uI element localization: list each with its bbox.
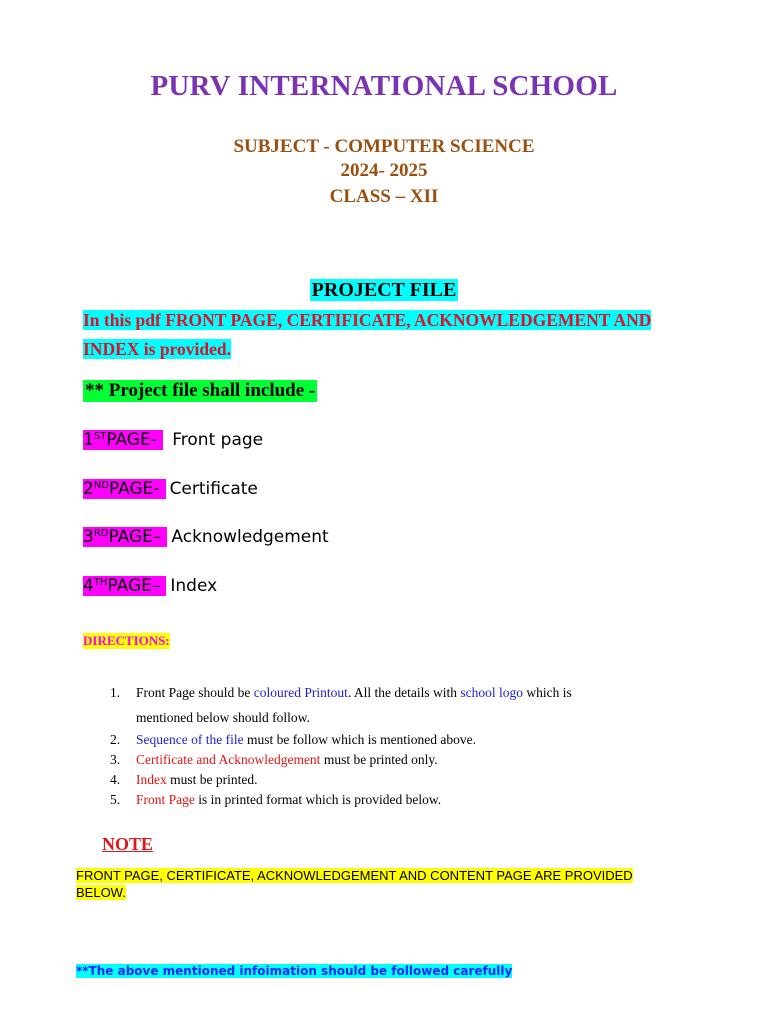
academic-year: 2024- 2025 <box>340 160 428 181</box>
page-tag: 1STPAGE- <box>83 430 163 450</box>
directions-heading: DIRECTIONS: <box>83 633 170 648</box>
note-line-1: FRONT PAGE, CERTIFICATE, ACKNOWLEDGEMENT AND CONTENT PAGE ARE PROVIDED <box>76 868 633 883</box>
page-item-3 <box>83 527 329 547</box>
directions-list <box>110 680 710 810</box>
page-item-2 <box>83 479 258 499</box>
note-line-2: BELOW. <box>76 885 126 900</box>
project-file-heading: PROJECT FILE <box>311 279 457 301</box>
intro-line-1: In this pdf FRONT PAGE, CERTIFICATE, ACKNOWLEDGEMENT AND <box>83 310 652 330</box>
note-text <box>76 867 666 901</box>
note-heading: NOTE <box>102 834 154 854</box>
intro-line-2: INDEX is provided. <box>83 339 231 359</box>
page-desc: Index <box>170 576 218 596</box>
subject-heading: SUBJECT - COMPUTER SCIENCE <box>233 136 535 157</box>
page-desc: Certificate <box>169 479 258 499</box>
list-item: 2. Sequence of the file must be follow which is mentioned above. <box>110 732 477 747</box>
list-item: 3. Certificate and Acknowledgement must be printed only. <box>110 752 438 767</box>
list-item: 5. Front Page is in printed format which is provided below. <box>110 792 442 807</box>
list-item: 1. Front Page should be coloured Printout. All the details with school logo which is mentioned below should follow. <box>110 685 572 725</box>
page-desc: Acknowledgement <box>171 527 329 547</box>
class-heading: CLASS – XII <box>329 186 439 207</box>
page-item-4 <box>83 576 217 596</box>
school-name: PURV INTERNATIONAL SCHOOL <box>150 70 618 102</box>
page-tag: 4THPAGE– <box>83 576 166 596</box>
list-item: 4. Index must be printed. <box>110 772 258 787</box>
page-item-1 <box>83 430 263 450</box>
project-file-heading-wrap <box>0 279 768 302</box>
page-tag: 3RDPAGE– <box>83 527 167 547</box>
intro-text <box>83 306 683 364</box>
include-heading: ** Project file shall include - <box>85 380 316 401</box>
page-tag: 2NDPAGE- <box>83 479 166 499</box>
page-desc: Front page <box>166 430 264 450</box>
footer-note: **The above mentioned infoimation should be followed carefully <box>76 964 513 978</box>
